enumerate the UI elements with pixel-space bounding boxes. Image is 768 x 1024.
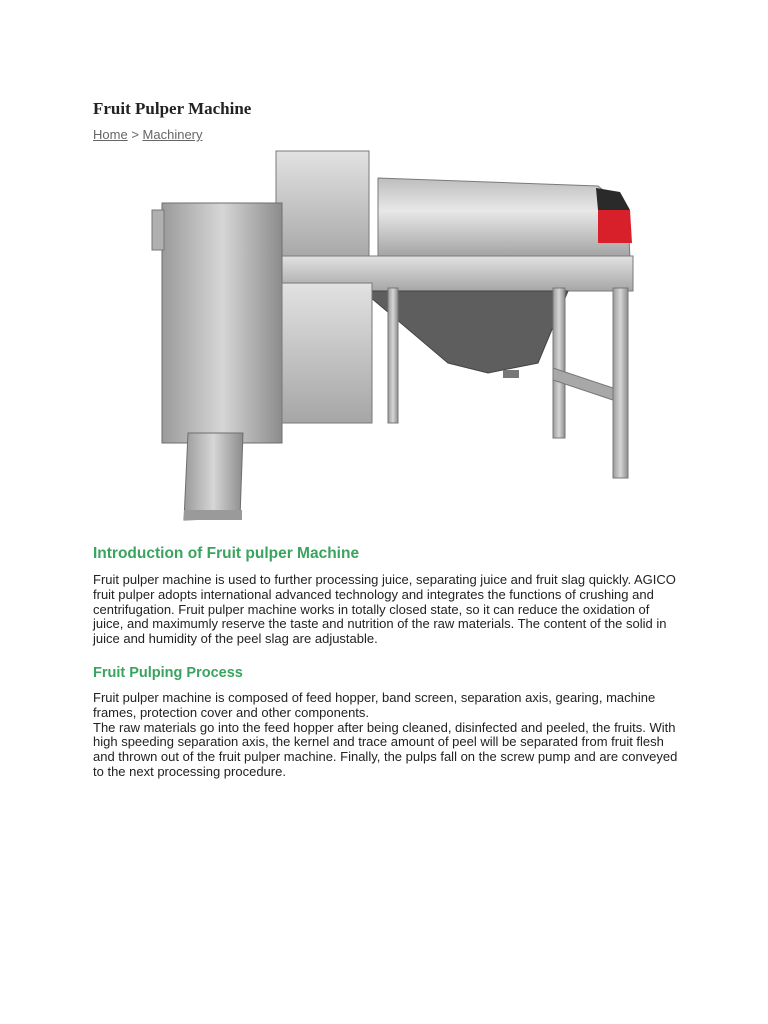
process-line-1: Fruit pulper machine is composed of feed hopper, band screen, separation axis, gearing, machine frames, protection cover and other components. [93, 690, 656, 720]
page-title: Fruit Pulper Machine [93, 99, 252, 118]
lower-box [282, 283, 372, 423]
intro-heading: Introduction of Fruit pulper Machine [93, 545, 360, 562]
process-paragraph [93, 691, 683, 780]
black-cap-top [596, 188, 630, 210]
breadcrumb-home-link[interactable]: Home [93, 127, 128, 142]
leg-left [184, 433, 243, 520]
drum-body [378, 178, 630, 260]
leg-mid [388, 288, 398, 423]
leg-left-foot [184, 510, 242, 520]
red-end-cap [598, 210, 632, 243]
motor-side-panel [152, 210, 164, 250]
cone-outlet [503, 370, 519, 378]
machine-photo [148, 148, 648, 528]
process-heading: Fruit Pulping Process [93, 665, 243, 681]
intro-paragraph: Fruit pulper machine is used to further processing juice, separating juice and fruit slag quickly. AGICO fruit pulper adopts international advanced technology and integrates the functions of crushing and centrifugation. Fruit pulper machine works in totally closed state, so it can reduce the oxidation of juice, and maximumly reserve the taste and nutrition of the raw materials. The content of the solid in juice and humidity of the peel slag are adjustable. [93, 572, 676, 647]
breadcrumb-machinery-link[interactable]: Machinery [142, 127, 203, 142]
motor-housing [162, 203, 282, 443]
breadcrumb-separator: > [131, 127, 139, 142]
process-line-2: The raw materials go into the feed hopper after being cleaned, disinfected and peeled, the fruits. With high speeding separation axis, the kernel and trace amount of peel will be separated from fruit flesh and thrown out of the fruit pulper machine. Finally, the pulps fall on the screw pump and are conveyed to the next processing procedure. [93, 719, 678, 779]
feed-hopper [276, 151, 369, 261]
leg-right-front [613, 288, 628, 478]
breadcrumb [93, 127, 203, 142]
leg-right-back [553, 288, 565, 438]
